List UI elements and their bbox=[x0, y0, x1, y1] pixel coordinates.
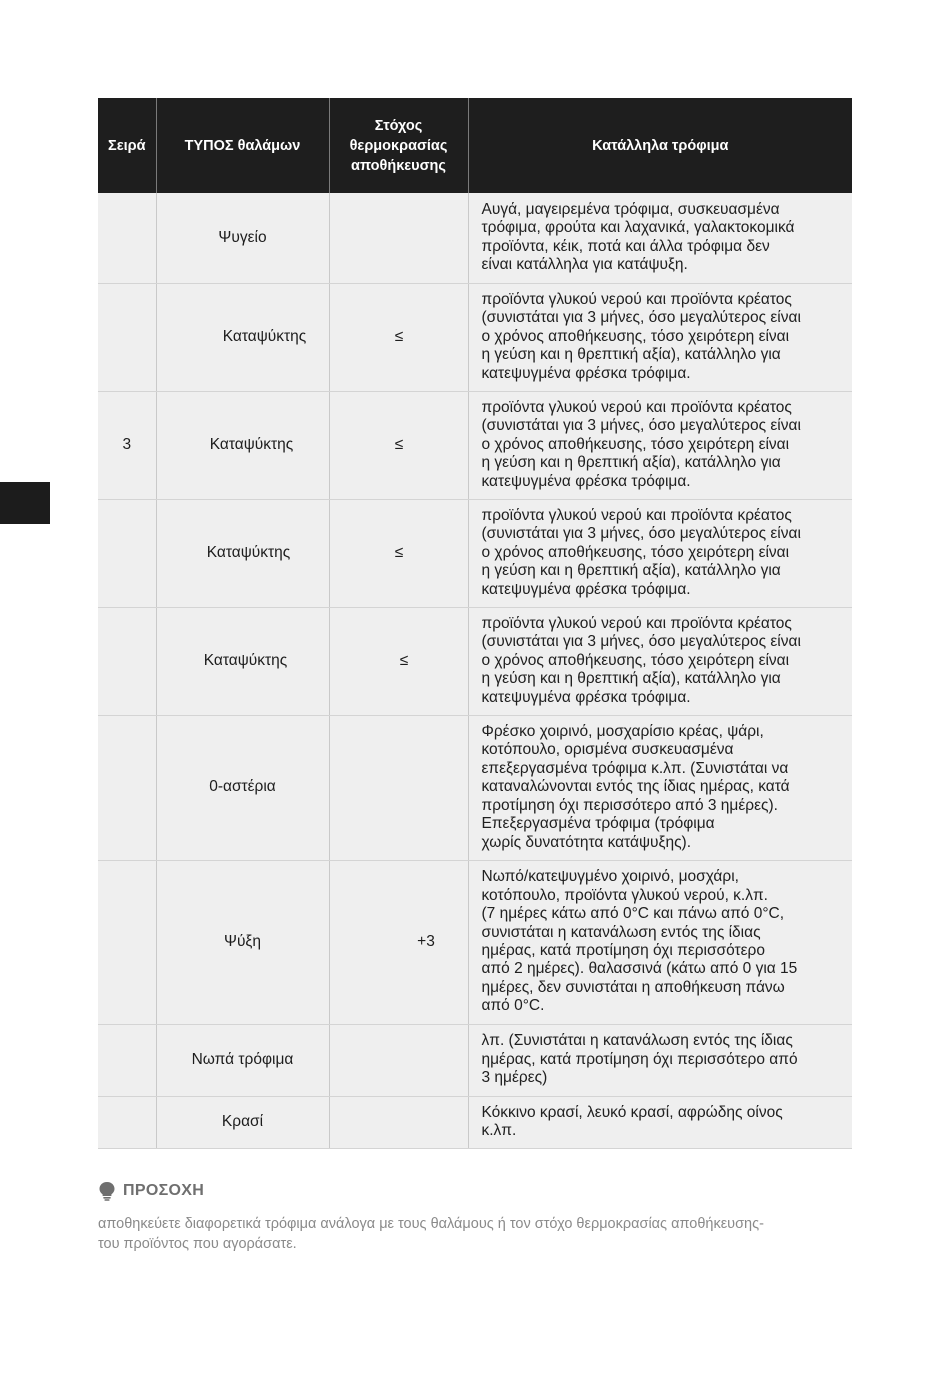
food-line: καταναλώνονται εντός της ίδιας ημέρας, κατά bbox=[481, 778, 790, 796]
food-line: Φρέσκο χοιρινό, μοσχαρίσιο κρέας, ψάρι, bbox=[481, 723, 764, 741]
food-line: Επεξεργασμένα τρόφιμα (τρόφιμα bbox=[481, 815, 715, 833]
header-type: ΤΥΠΟΣ θαλάμων bbox=[156, 98, 329, 193]
food-line: είναι κατάλληλα για κατάψυξη. bbox=[481, 256, 688, 274]
header-food: Κατάλληλα τρόφιμα bbox=[468, 98, 852, 193]
food-line: ο χρόνος αποθήκευσης, τόσο χειρότερη είναι bbox=[481, 651, 790, 669]
caution-heading bbox=[98, 1181, 204, 1201]
cell-type: Νωπά τρόφιμα bbox=[156, 1024, 329, 1096]
food-line: (συνιστάται για 3 μήνες, όσο μεγαλύτερος είναι bbox=[481, 417, 801, 435]
caution-title: ΠΡΟΣΟΧΗ bbox=[123, 1182, 205, 1199]
food-line: χωρίς δυνατότητα κατάψυξης). bbox=[481, 833, 692, 851]
cell-temperature: ≤ bbox=[329, 499, 468, 607]
cell-temperature bbox=[329, 1096, 468, 1148]
cell-order bbox=[98, 860, 156, 1024]
cell-order bbox=[98, 1024, 156, 1096]
cell-type: Καταψύκτης bbox=[156, 499, 329, 607]
food-line: κατεψυγμένα φρέσκα τρόφιμα. bbox=[481, 364, 691, 382]
food-line: Αυγά, μαγειρεμένα τρόφιμα, συσκευασμένα bbox=[481, 200, 780, 218]
cell-type: Καταψύκτης bbox=[156, 391, 329, 499]
cell-order bbox=[98, 193, 156, 283]
food-line: από 0°C. bbox=[481, 997, 545, 1015]
food-line: Κόκκινο κρασί, λευκό κρασί, αφρώδης οίνος bbox=[481, 1103, 783, 1121]
cell-food bbox=[468, 283, 852, 391]
cell-food bbox=[468, 499, 852, 607]
header-temperature bbox=[329, 98, 468, 193]
food-line: από 2 ημέρες). θαλασσινά (κάτω από 0 για 15 bbox=[481, 960, 798, 978]
table-header-row bbox=[98, 98, 852, 193]
header-temperature-line: θερμοκρασίας bbox=[349, 137, 448, 154]
cell-order bbox=[98, 1096, 156, 1148]
lightbulb-icon bbox=[98, 1181, 116, 1201]
food-line: ο χρόνος αποθήκευσης, τόσο χειρότερη είναι bbox=[481, 543, 790, 561]
table-row bbox=[98, 607, 852, 715]
table-row bbox=[98, 1096, 852, 1148]
table-row bbox=[98, 193, 852, 283]
header-temperature-line: Στόχος bbox=[374, 117, 423, 134]
cell-type: Καταψύκτης bbox=[156, 283, 329, 391]
cell-order: 3 bbox=[98, 391, 156, 499]
food-line: προϊόντα γλυκού νερού και προϊόντα κρέατος bbox=[481, 614, 792, 632]
food-line: προϊόντα γλυκού νερού και προϊόντα κρέατος bbox=[481, 398, 792, 416]
food-line: συνιστάται η κατανάλωση εντός της ίδιας bbox=[481, 923, 761, 941]
cell-temperature bbox=[329, 1024, 468, 1096]
food-line: κατεψυγμένα φρέσκα τρόφιμα. bbox=[481, 580, 691, 598]
food-line: (συνιστάται για 3 μήνες, όσο μεγαλύτερος είναι bbox=[481, 633, 801, 651]
food-line: κατεψυγμένα φρέσκα τρόφιμα. bbox=[481, 688, 691, 706]
cell-temperature: ≤ bbox=[329, 607, 468, 715]
cell-temperature bbox=[329, 193, 468, 283]
cell-food bbox=[468, 860, 852, 1024]
food-line: (συνιστάται για 3 μήνες, όσο μεγαλύτερος είναι bbox=[481, 309, 801, 327]
food-line: ο χρόνος αποθήκευσης, τόσο χειρότερη είναι bbox=[481, 327, 790, 345]
food-line: Νωπό/κατεψυγμένο χοιρινό, μοσχάρι, bbox=[481, 868, 739, 886]
cell-food bbox=[468, 1024, 852, 1096]
cell-type: Καταψύκτης bbox=[156, 607, 329, 715]
food-line: προτίμηση όχι περισσότερο από 3 ημέρες). bbox=[481, 796, 778, 814]
cell-temperature: ≤ bbox=[329, 283, 468, 391]
cell-food bbox=[468, 715, 852, 860]
food-line: προϊόντα γλυκού νερού και προϊόντα κρέατος bbox=[481, 290, 792, 308]
food-line: κ.λπ. bbox=[481, 1122, 517, 1139]
food-line: η γεύση και η θρεπτική αξία), κατάλληλο για bbox=[481, 670, 781, 688]
cell-order bbox=[98, 607, 156, 715]
cell-food bbox=[468, 193, 852, 283]
cell-type: Ψύξη bbox=[156, 860, 329, 1024]
food-line: (7 ημέρες κάτω από 0°C και πάνω από 0°C, bbox=[481, 905, 785, 923]
cell-temperature bbox=[329, 715, 468, 860]
cell-temperature: +3 bbox=[329, 860, 468, 1024]
header-order: Σειρά bbox=[98, 98, 156, 193]
food-line: κοτόπουλο, προϊόντα γλυκού νερού, κ.λπ. bbox=[481, 886, 768, 904]
food-line: τρόφιμα, φρούτα και λαχανικά, γαλακτοκομικά bbox=[481, 219, 795, 237]
cell-food bbox=[468, 607, 852, 715]
cell-food bbox=[468, 391, 852, 499]
table-row bbox=[98, 283, 852, 391]
food-line: προϊόντα, κέικ, ποτά και άλλα τρόφιμα δεν bbox=[481, 237, 770, 255]
food-line: ημέρας, κατά προτίμηση όχι περισσότερο bbox=[481, 942, 765, 959]
cell-order bbox=[98, 283, 156, 391]
storage-table bbox=[98, 98, 852, 1149]
food-line: ημέρας, κατά προτίμηση όχι περισσότερο από bbox=[481, 1050, 798, 1068]
table-row bbox=[98, 860, 852, 1024]
side-tab-marker bbox=[0, 482, 50, 524]
food-line: ο χρόνος αποθήκευσης, τόσο χειρότερη είναι bbox=[481, 435, 790, 453]
food-line: λπ. (Συνιστάται η κατανάλωση εντός της ίδιας bbox=[481, 1032, 793, 1050]
cell-type: Ψυγείο bbox=[156, 193, 329, 283]
table-row bbox=[98, 715, 852, 860]
food-line: η γεύση και η θρεπτική αξία), κατάλληλο για bbox=[481, 454, 781, 472]
table-row bbox=[98, 499, 852, 607]
cell-food bbox=[468, 1096, 852, 1148]
caution-text bbox=[98, 1214, 858, 1254]
caution-text-line: του προϊόντος που αγοράσατε. bbox=[98, 1236, 297, 1252]
food-line: επεξεργασμένα τρόφιμα κ.λπ. (Συνιστάται να bbox=[481, 759, 789, 777]
food-line: προϊόντα γλυκού νερού και προϊόντα κρέατος bbox=[481, 506, 792, 524]
cell-type: Κρασί bbox=[156, 1096, 329, 1148]
header-temperature-line: αποθήκευσης bbox=[351, 157, 446, 174]
food-line: 3 ημέρες) bbox=[481, 1069, 548, 1087]
cell-order bbox=[98, 499, 156, 607]
caution-text-line: αποθηκεύετε διαφορετικά τρόφιμα ανάλογα με τους θαλάμους ή τον στόχο θερμοκρασίας αποθήκευσης- bbox=[98, 1216, 764, 1232]
food-line: ημέρες, δεν συνιστάται η αποθήκευση πάνω bbox=[481, 978, 785, 996]
food-line: κοτόπουλο, ορισμένα συσκευασμένα bbox=[481, 741, 734, 759]
food-line: κατεψυγμένα φρέσκα τρόφιμα. bbox=[481, 472, 691, 490]
food-line: (συνιστάται για 3 μήνες, όσο μεγαλύτερος είναι bbox=[481, 525, 801, 543]
cell-order bbox=[98, 715, 156, 860]
cell-type: 0-αστέρια bbox=[156, 715, 329, 860]
cell-temperature: ≤ bbox=[329, 391, 468, 499]
table-row bbox=[98, 1024, 852, 1096]
table-row bbox=[98, 391, 852, 499]
food-line: η γεύση και η θρεπτική αξία), κατάλληλο για bbox=[481, 346, 781, 364]
food-line: η γεύση και η θρεπτική αξία), κατάλληλο για bbox=[481, 562, 781, 580]
